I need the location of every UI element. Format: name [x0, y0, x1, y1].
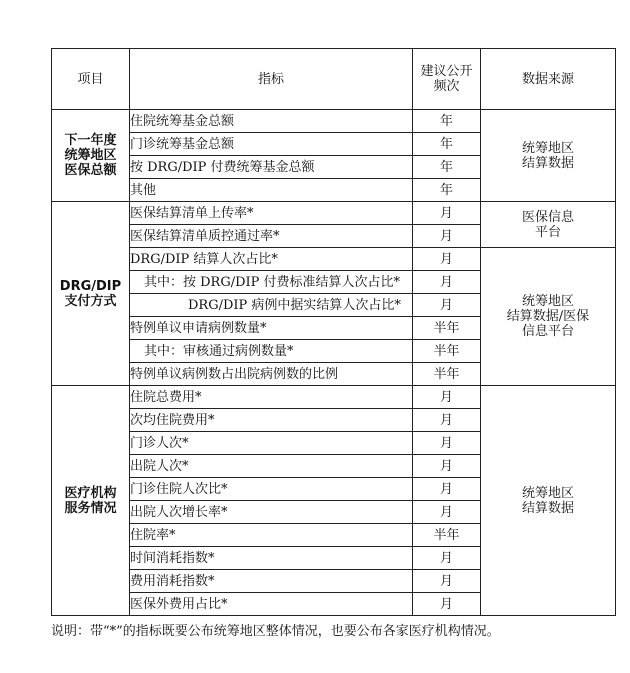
indicator-cell: DRG/DIP 病例中据实结算人次占比* — [130, 294, 413, 317]
indicator-cell: 出院人次增长率* — [130, 501, 413, 524]
frequency-cell: 年 — [413, 156, 481, 179]
frequency-cell: 半年 — [413, 524, 481, 547]
header-frequency: 建议公开 频次 — [413, 49, 481, 110]
indicator-cell: DRG/DIP 结算人次占比* — [130, 248, 413, 271]
source-cell: 统筹地区 结算数据 — [481, 386, 616, 616]
frequency-cell: 月 — [413, 478, 481, 501]
indicator-cell: 医保外费用占比* — [130, 593, 413, 616]
frequency-cell: 月 — [413, 432, 481, 455]
frequency-cell: 月 — [413, 570, 481, 593]
table-row — [52, 202, 616, 225]
frequency-cell: 月 — [413, 409, 481, 432]
header-source: 数据来源 — [481, 49, 616, 110]
indicator-cell: 费用消耗指数* — [130, 570, 413, 593]
header-row — [52, 49, 616, 110]
category-cell: 医疗机构 服务情况 — [52, 386, 130, 616]
header-category: 项目 — [52, 49, 130, 110]
indicator-cell: 时间消耗指数* — [130, 547, 413, 570]
indicator-cell: 其他 — [130, 179, 413, 202]
indicator-cell: 其中：按 DRG/DIP 付费标准结算人次占比* — [130, 271, 413, 294]
indicator-cell: 特例单议病例数占出院病例数的比例 — [130, 363, 413, 386]
table-row — [52, 110, 616, 133]
frequency-cell: 月 — [413, 501, 481, 524]
frequency-cell: 月 — [413, 455, 481, 478]
indicator-cell: 门诊人次* — [130, 432, 413, 455]
table-row — [52, 386, 616, 409]
footnote: 说明：带“*”的指标既要公布统筹地区整体情况，也要公布各家医疗机构情况。 — [51, 624, 500, 639]
indicator-cell: 出院人次* — [130, 455, 413, 478]
indicator-cell: 门诊统筹基金总额 — [130, 133, 413, 156]
frequency-cell: 月 — [413, 593, 481, 616]
indicator-cell: 按 DRG/DIP 付费统筹基金总额 — [130, 156, 413, 179]
indicator-cell: 医保结算清单上传率* — [130, 202, 413, 225]
header-indicator: 指标 — [130, 49, 413, 110]
frequency-cell: 月 — [413, 294, 481, 317]
category-cell: 下一年度 统筹地区 医保总额 — [52, 110, 130, 202]
indicator-table — [51, 48, 616, 616]
frequency-cell: 半年 — [413, 363, 481, 386]
indicator-cell: 住院率* — [130, 524, 413, 547]
frequency-cell: 月 — [413, 386, 481, 409]
indicator-cell: 次均住院费用* — [130, 409, 413, 432]
source-cell: 统筹地区 结算数据/医保 信息平台 — [481, 248, 616, 386]
source-cell: 医保信息 平台 — [481, 202, 616, 248]
frequency-cell: 月 — [413, 248, 481, 271]
indicator-cell: 特例单议申请病例数量* — [130, 317, 413, 340]
indicator-cell: 医保结算清单质控通过率* — [130, 225, 413, 248]
frequency-cell: 月 — [413, 202, 481, 225]
frequency-cell: 月 — [413, 547, 481, 570]
frequency-cell: 月 — [413, 271, 481, 294]
frequency-cell: 半年 — [413, 340, 481, 363]
indicator-cell: 住院总费用* — [130, 386, 413, 409]
frequency-cell: 半年 — [413, 317, 481, 340]
frequency-cell: 年 — [413, 179, 481, 202]
frequency-cell: 年 — [413, 133, 481, 156]
indicator-cell: 住院统筹基金总额 — [130, 110, 413, 133]
table-row — [52, 248, 616, 271]
frequency-cell: 年 — [413, 110, 481, 133]
indicator-cell: 门诊住院人次比* — [130, 478, 413, 501]
indicator-cell: 其中：审核通过病例数量* — [130, 340, 413, 363]
frequency-cell: 月 — [413, 225, 481, 248]
source-cell: 统筹地区 结算数据 — [481, 110, 616, 202]
category-cell: DRG/DIP 支付方式 — [52, 202, 130, 386]
